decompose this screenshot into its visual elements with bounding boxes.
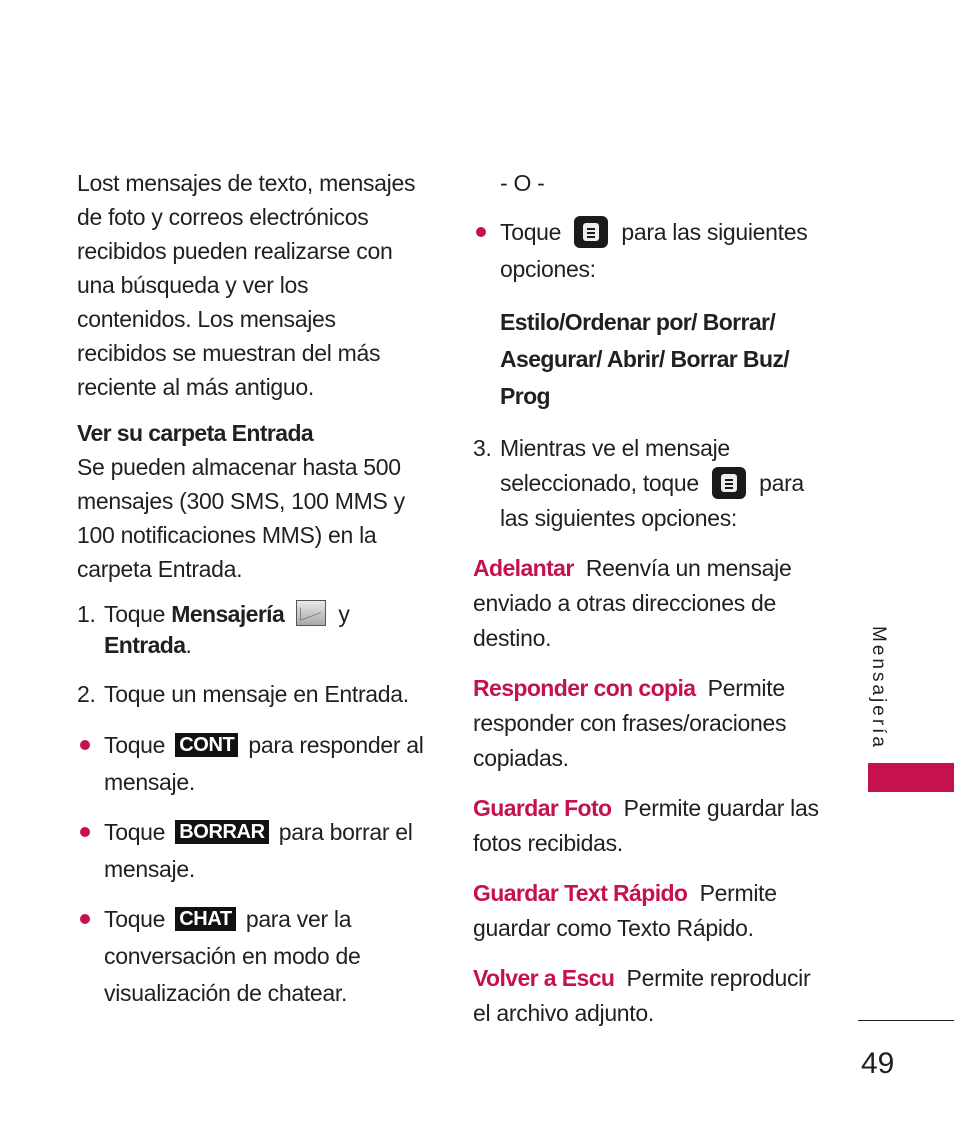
page-number-rule (858, 1020, 954, 1021)
envelope-icon (296, 600, 326, 626)
section-heading-body: Se pueden almacenar hasta 500 mensajes (300 SMS, 100 MMS y 100 notificaciones MMS) en la carpeta Entrada. (77, 454, 405, 582)
option-term: Volver a Escu (473, 965, 615, 991)
left-column (77, 166, 427, 1012)
cont-key[interactable]: CONT (175, 733, 238, 757)
step-1-end: . (185, 632, 192, 658)
bullet-cont (77, 727, 427, 801)
step-1-mid: y (338, 601, 350, 627)
bullet-dot-icon (80, 914, 90, 924)
bullet-chat-post: para ver la conversación en modo de visualización de chatear. (104, 906, 361, 1006)
chapter-tab (868, 763, 954, 792)
bullet-menu (473, 214, 823, 288)
step-2-text: Toque un mensaje en Entrada. (104, 681, 409, 707)
option-volver-a-escu (473, 961, 823, 1031)
chat-key[interactable]: CHAT (175, 907, 235, 931)
step-3-pre: Mientras ve el mensaje seleccionado, toque (500, 435, 730, 496)
menu-icon[interactable] (574, 216, 608, 248)
option-desc: Permite guardar las fotos recibidas. (473, 795, 819, 856)
bullet-borrar-pre: Toque (104, 819, 166, 845)
option-term: Adelantar (473, 555, 574, 581)
option-term: Guardar Foto (473, 795, 612, 821)
step-1-bold-entrada: Entrada (104, 632, 186, 658)
step-1-number: 1. (77, 601, 96, 627)
option-desc: Reenvía un mensaje enviado a otras direcciones de destino. (473, 555, 792, 651)
bullet-chat-pre: Toque (104, 906, 166, 932)
bullet-cont-pre: Toque (104, 732, 166, 758)
step-1-pre: Toque (104, 601, 166, 627)
bullet-dot-icon (80, 827, 90, 837)
step-3-number: 3. (473, 435, 492, 461)
option-term: Guardar Text Rápido (473, 880, 688, 906)
bullet-cont-post: para responder al mensaje. (104, 732, 424, 795)
option-guardar-foto (473, 791, 823, 861)
section-heading (77, 416, 427, 586)
intro-paragraph: Lost mensajes de texto, mensajes de foto y correos electrónicos recibidos pueden realizarse con una búsqueda y ver los contenidos. Los mensajes recibidos se muestran del más reciente al más antiguo. (77, 170, 416, 400)
section-heading-title: Ver su carpeta Entrada (77, 420, 314, 446)
option-desc: Permite responder con frases/oraciones copiadas. (473, 675, 787, 771)
bullet-borrar-post: para borrar el mensaje. (104, 819, 413, 882)
side-chapter-text: Mensajería (868, 626, 889, 750)
bullet-menu-pre: Toque (500, 219, 562, 245)
options-list: Estilo/Ordenar por/ Borrar/ Asegurar/ Abrir/ Borrar Buz/ Prog (500, 309, 790, 409)
option-desc: Permite reproducir el archivo adjunto. (473, 965, 811, 1026)
or-separator: - O - (500, 170, 545, 196)
option-desc: Permite guardar como Texto Rápido. (473, 880, 777, 941)
bullet-menu-post: para las siguientes opciones: (500, 219, 808, 282)
step-3-post: para las siguientes opciones: (500, 470, 804, 531)
option-guardar-text-rapido (473, 876, 823, 946)
bullet-dot-icon (476, 227, 486, 237)
option-term: Responder con copia (473, 675, 696, 701)
step-3 (473, 431, 823, 536)
option-responder-con-copia (473, 671, 823, 776)
step-1-bold-mensajeria: Mensajería (171, 601, 285, 627)
bullet-borrar (77, 814, 427, 888)
step-1 (77, 599, 427, 661)
borrar-key[interactable]: BORRAR (175, 820, 268, 844)
page-number: 49 (861, 1047, 895, 1080)
right-column (473, 166, 823, 1031)
bullet-dot-icon (80, 740, 90, 750)
bullet-chat (77, 901, 427, 1012)
step-2 (77, 677, 427, 711)
option-adelantar (473, 551, 823, 656)
step-2-number: 2. (77, 681, 96, 707)
menu-icon[interactable] (712, 467, 746, 499)
